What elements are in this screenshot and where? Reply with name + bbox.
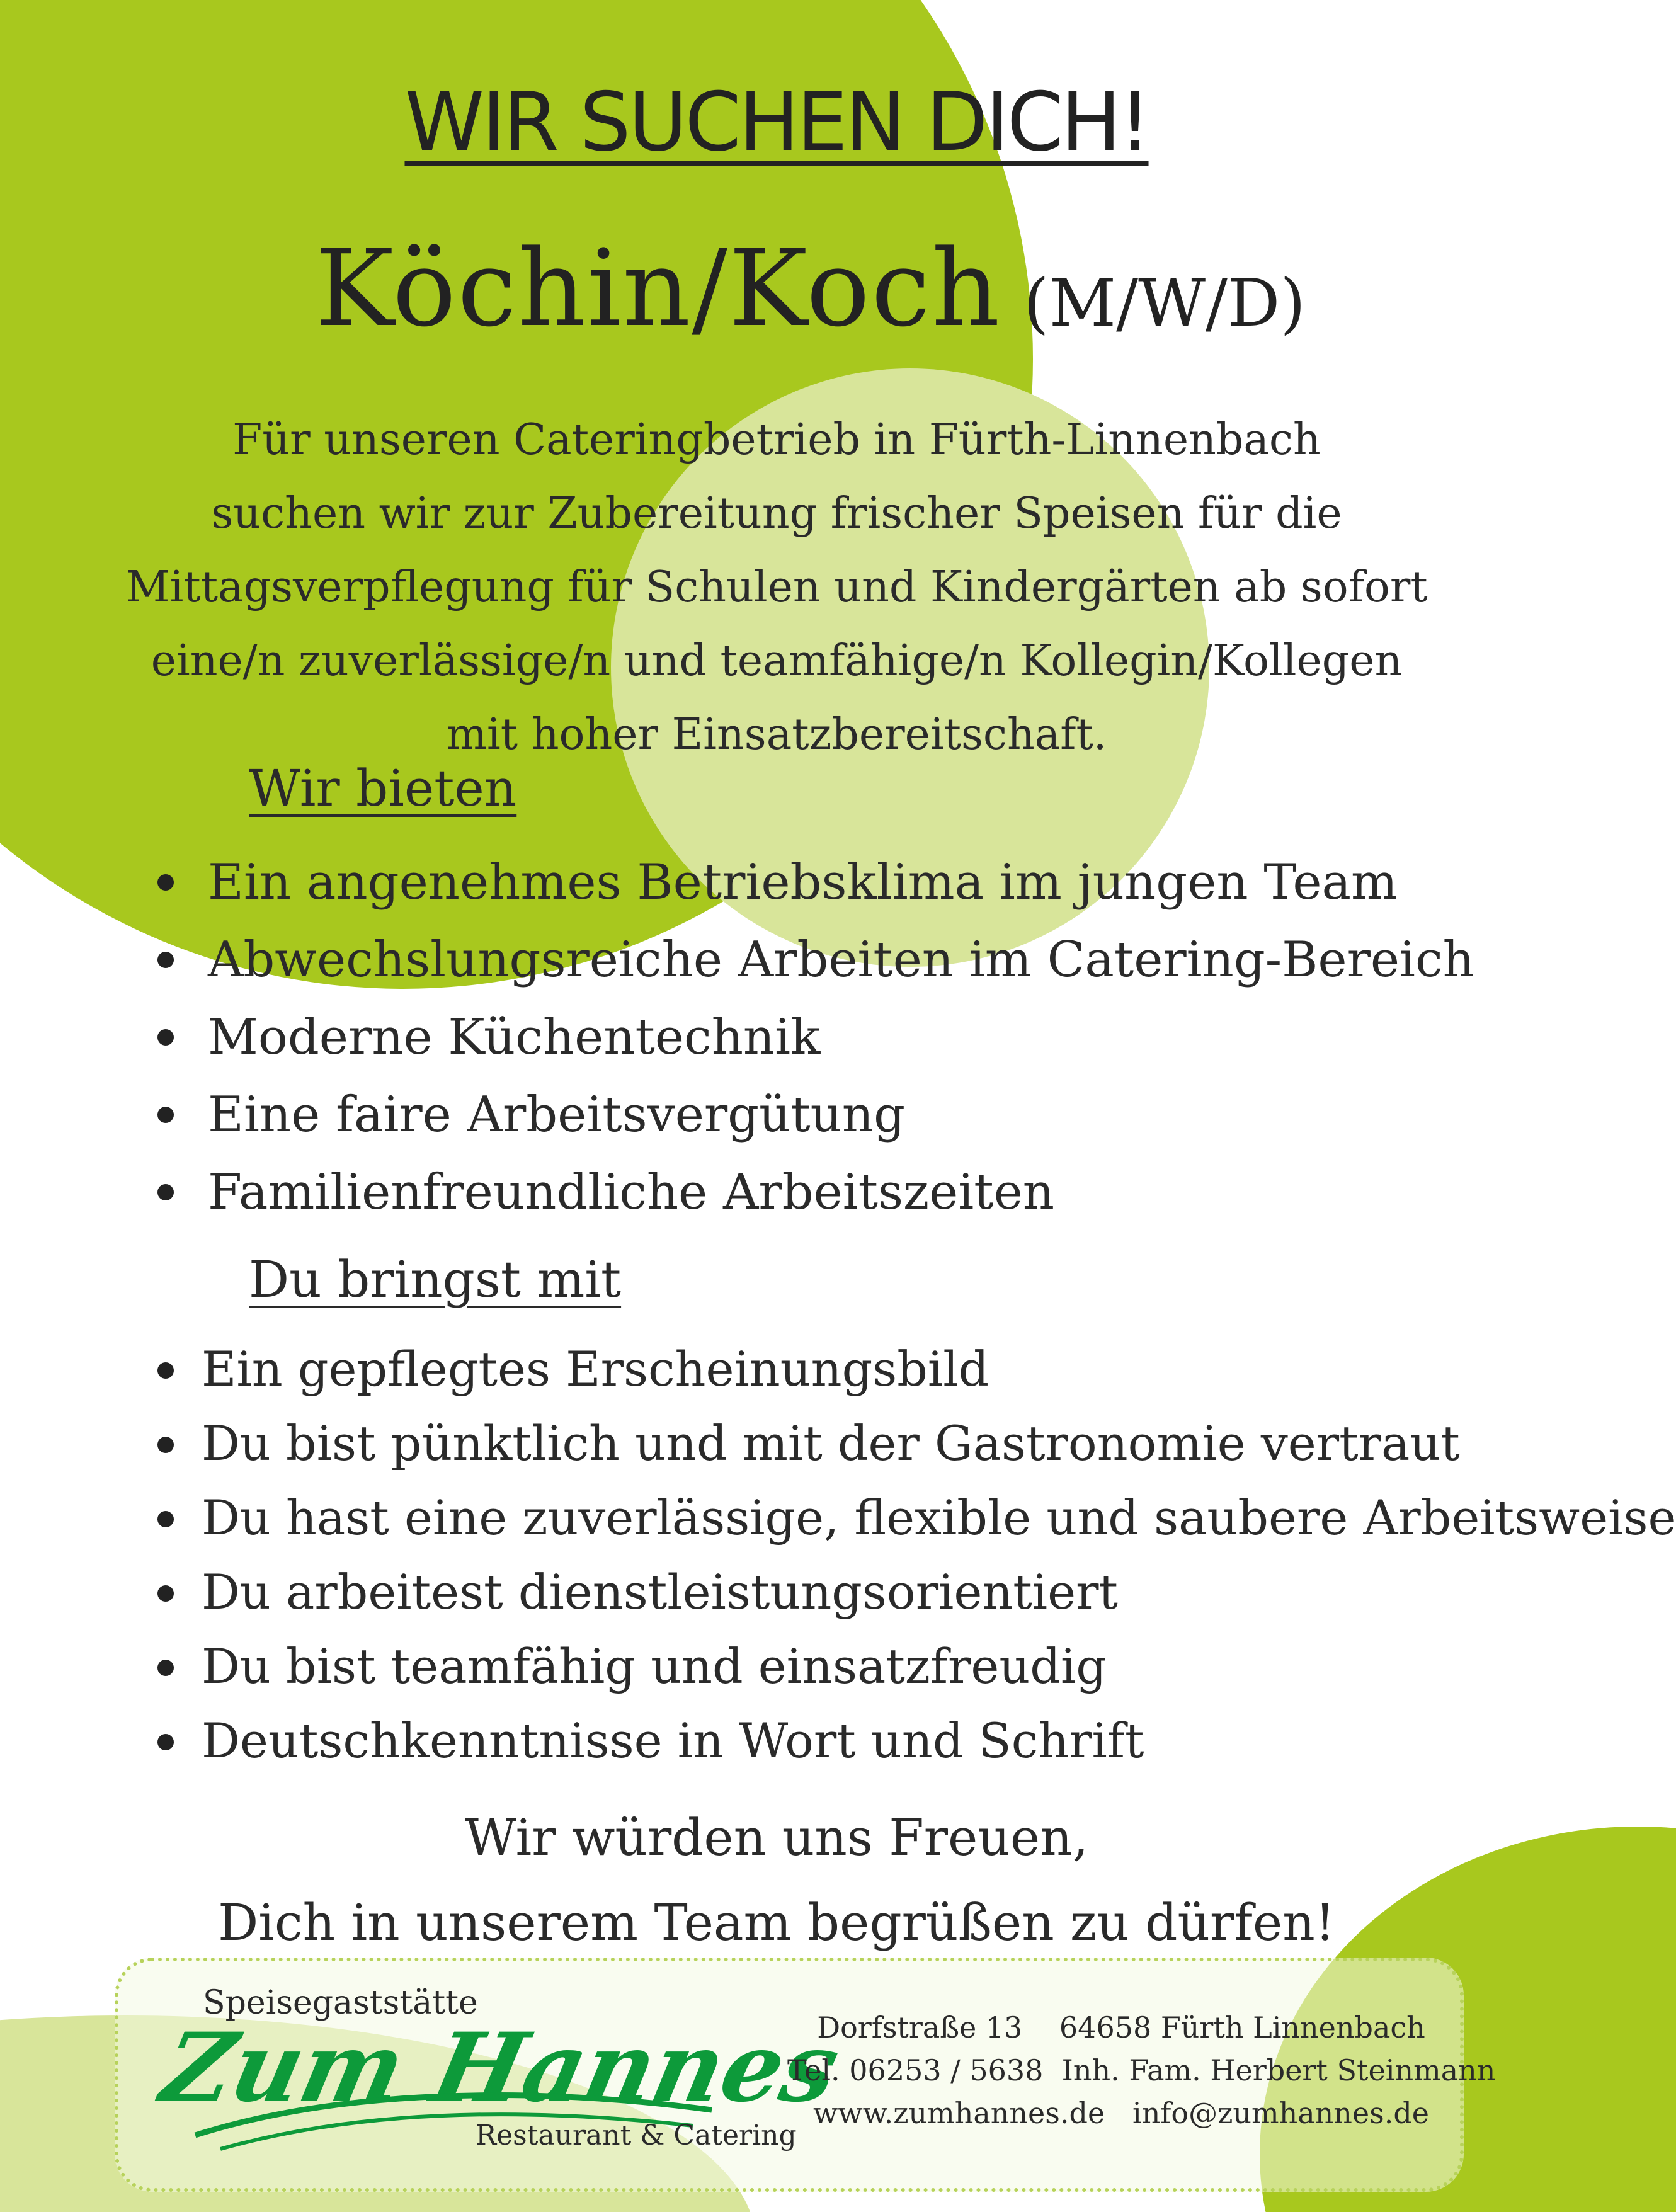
intro-line: Mittagsverpflegung für Schulen und Kindergärten ab sofort [126, 562, 1428, 612]
list-item-text: Abwechslungsreiche Arbeiten im Catering-Bereich [208, 932, 1474, 988]
intro-line: mit hoher Einsatzbereitschaft. [446, 710, 1107, 760]
bullet-icon [157, 1734, 174, 1750]
intro-line: eine/n zuverlässige/n und teamfähige/n Kollegin/Kollegen [151, 636, 1403, 686]
offer-list [157, 844, 1474, 1231]
bullet-icon [157, 1660, 174, 1676]
list-item-text: Deutschkenntnisse in Wort und Schrift [202, 1713, 1144, 1769]
list-item [157, 1406, 1676, 1481]
bullet-icon [157, 1511, 174, 1527]
list-item-text: Eine faire Arbeitsvergütung [208, 1086, 906, 1143]
job-title: Köchin/Koch [315, 227, 1001, 350]
headline: WIR SUCHEN DICH! [404, 76, 1149, 169]
list-item [157, 1555, 1676, 1629]
logo-top-line: Speisegaststätte [203, 1984, 478, 2022]
list-item-text: Familienfreundliche Arbeitszeiten [208, 1164, 1054, 1221]
list-item [157, 1154, 1474, 1231]
intro-line: suchen wir zur Zubereitung frischer Speisen für die [211, 489, 1342, 539]
list-item [157, 999, 1474, 1076]
list-item [157, 1704, 1676, 1778]
contact-phone-owner: Tel. 06253 / 5638 Inh. Fam. Herbert Steinmann [787, 2053, 1496, 2087]
intro-paragraph [126, 403, 1427, 772]
list-item [157, 844, 1474, 921]
list-item-text: Du bist teamfähig und einsatzfreudig [202, 1638, 1107, 1694]
bullet-icon [157, 1437, 174, 1453]
closing-line: Wir würden uns Freuen, [464, 1808, 1089, 1867]
list-item-text: Du arbeitest dienstleistungsorientiert [202, 1564, 1118, 1620]
intro-line: Für unseren Cateringbetrieb in Fürth-Linnenbach [232, 415, 1321, 465]
contact-address: Dorfstraße 13 64658 Fürth Linnenbach [817, 2010, 1425, 2044]
list-item [157, 1481, 1676, 1555]
bullet-icon [157, 874, 174, 891]
closing-message [0, 1795, 1553, 1965]
requirements-heading: Du bringst mit [249, 1250, 622, 1309]
bullet-icon [157, 1362, 174, 1379]
contact-web-mail: www.zumhannes.de info@zumhannes.de [812, 2096, 1430, 2130]
list-item-text: Du hast eine zuverlässige, flexible und saubere Arbeitsweise [202, 1490, 1676, 1546]
list-item-text: Ein gepflegtes Erscheinungsbild [202, 1341, 989, 1397]
list-item-text: Du bist pünktlich und mit der Gastronomie vertraut [202, 1415, 1460, 1471]
bullet-icon [157, 952, 174, 968]
list-item [157, 1076, 1474, 1154]
list-item-text: Ein angenehmes Betriebsklima im jungen Team [208, 854, 1398, 911]
list-item [157, 921, 1474, 999]
bullet-icon [157, 1184, 174, 1200]
bullet-icon [157, 1029, 174, 1046]
closing-line: Dich in unserem Team begrüßen zu dürfen! [218, 1893, 1335, 1952]
list-item [157, 1629, 1676, 1704]
list-item-text: Moderne Küchentechnik [208, 1009, 821, 1066]
offer-heading: Wir bieten [249, 759, 517, 818]
requirements-list [157, 1332, 1676, 1778]
logo-name: Zum Hannes [153, 2012, 848, 2123]
gender-tag: (M/W/D) [1023, 265, 1306, 341]
bullet-icon [157, 1585, 174, 1602]
logo-subline: Restaurant & Catering [476, 2119, 797, 2152]
bullet-icon [157, 1107, 174, 1123]
contact-info [787, 2006, 1496, 2135]
list-item [157, 1332, 1676, 1406]
